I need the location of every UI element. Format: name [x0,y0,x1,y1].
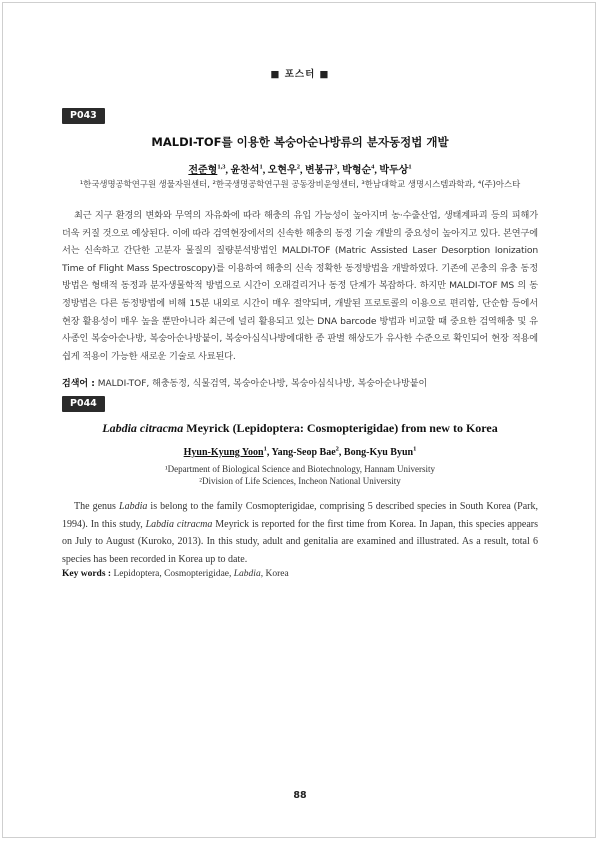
p043-author-5-sup: 4 [371,163,375,171]
p044-title-species: Labdia citracma [102,421,184,435]
p044-abstract-part-2: is belong to the family Cosmopterigidae, comprising 5 described species in South Korea (Park, 1994). In this study, [62,501,538,530]
p043-keywords-value: MALDI-TOF, 해충동정, 식물검역, 복숭아순나방, 복숭아심식나방, 복숭아순나방붙이 [97,379,428,389]
poster-tag-p044: P044 [62,396,105,412]
p044-abstract-genus: Labdia [119,501,148,512]
p043-author-6: 박두상 [379,165,409,176]
p043-author-4-sup: 3 [333,163,338,171]
p043-affiliation: ¹한국생명공학연구원 생물자원센터, ²한국생명공학연구원 공동장비운영센터, ³한남대학교 생명시스템과학과, ⁴(주)아스타 [79,179,521,189]
p043-author-6-sup: 1 [408,163,412,171]
p044-author-2-sup: 2 [335,445,339,453]
p043-abstract: 최근 지구 환경의 변화와 무역의 자유화에 따라 해충의 유입 가능성이 높아지며 농·수출산업, 생태계파괴 등의 피해가 더욱 커질 것으로 예상된다. 이에 따라 검역현장에서의 신속한 해충의 동정 기술 개발의 중요성이 높아지고 있다. 본연구에서는 신속하고 간단한 고분자 물질의 질량분석방법인 MALDI-TOF (Matric Assisted Laser Desorption Ionization Time of Flight Mass Spectroscopy)를 이용하여 해충의 신속 정확한 동정방법을 개발하였다. 기존에 곤충의 유충 동정방법은 형태적 동정과 분자생물학적 방법으로 시간이 오래걸리거나 동정 단계가 복잡하다. 하지만 MALDI-TOF MS 의 동정방법은 다른 동정방법에 비해 15분 내외로 시간이 매우 절약되며, 개발된 프로토콜의 이용으로 편리함, 단순함 등에서 현장 활용성이 매우 높을 뿐만아니라 최근에 널리 활용되고 있는 DNA barcode 방법과 비교할 때 중요한 검역해충 및 유사종인 복숭아순나방, 복숭아순나방붙이, 복숭아심식나방에대한 종 판별 해상도가 유사한 수준으로 확인되어 현장 적용에 쉽게 적용이 가능한 새로운 기술로 사료된다. [62,210,539,362]
p043-title: MALDI-TOF를 이용한 복숭아순나방류의 분자동정법 개발 [151,135,449,149]
p044-keywords-pre: Lepidoptera, Cosmopterigidae, [113,569,234,579]
page-number: 88 [293,790,307,801]
p044-author-2: Yang-Seop Bae [271,447,336,458]
p044-author-3-sup: 1 [413,445,417,453]
p043-keywords-label: 검색어 : [62,379,95,389]
p043-author-3: 오현우 [267,165,297,176]
page-border [2,2,596,838]
p043-author-5: 박형순 [342,165,372,176]
p043-keywords [62,376,538,389]
poster-tag-p043: P043 [62,108,105,124]
p044-keywords-genus: Labdia [233,569,261,579]
p044-affiliation-2: ²Division of Life Sciences, Incheon National University [199,476,401,486]
p043-author-1: 전준형 [188,165,218,176]
p044-keywords-post: , Korea [260,569,289,579]
p043-author-2-sup: 1 [259,163,263,171]
p043-authors: 전준형$^{1,3}$, 윤찬석$^1$, 오현우$^2$, 변봉규$^3$, 박형순$^4$, 박두상$^1$ [188,163,412,176]
section-header: ■ 포스터 ■ [270,69,330,80]
p043-author-3-sup: 2 [296,163,300,171]
p044-author-3: Bong-Kyu Byun [343,447,414,458]
p044-keywords-label: Key words : [62,569,112,579]
p044-affiliation-1: ¹Department of Biological Science and Biotechnology, Hannam University [164,464,436,474]
p044-title [62,421,538,436]
p044-abstract-species: Labdia citracma [145,518,213,530]
p044-title-rest: Meyrick (Lepidoptera: Cosmopterigidae) from new to Korea [186,421,498,435]
p043-author-1-sup: 1,3 [217,163,226,171]
p044-author-1: Hyun-Kyung Yoon [183,447,264,458]
p044-abstract-part-1: The genus [74,501,120,512]
p044-abstract-part-3: Meyrick is reported for the first time from Korea. In Japan, this species appears on July to August (Kuroko, 2013). In this study, adult and genitalia are examined and illustrated. As a result, total 6 species has been recorded in Korea up to date. [62,518,538,565]
p044-keywords [62,569,538,579]
p043-author-2: 윤찬석 [230,165,260,176]
p044-authors: Hyun-Kyung Yoon$^1$, Yang-Seop Bae$^2$, Bong-Kyu Byun$^1$ [183,445,417,458]
p044-abstract [62,498,538,568]
p043-author-4: 변봉규 [304,165,334,176]
p044-author-1-sup: 1 [263,445,267,453]
